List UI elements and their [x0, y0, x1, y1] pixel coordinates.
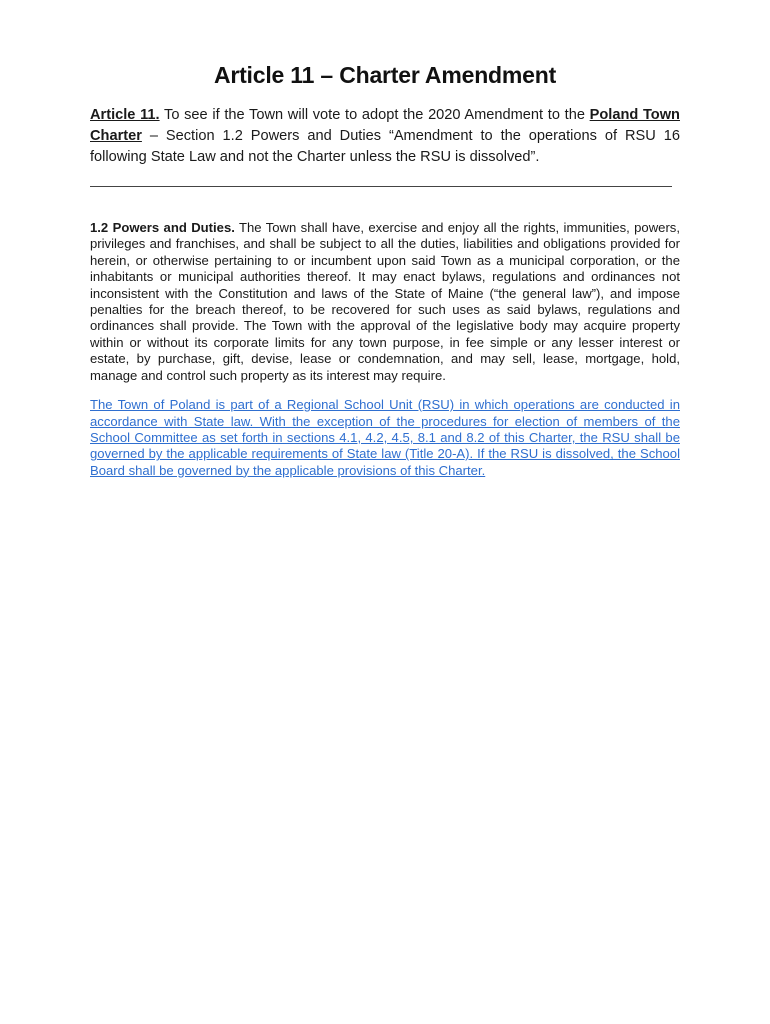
section-powers-and-duties [90, 220, 680, 384]
article-intro [90, 105, 680, 168]
amendment-text[interactable]: The Town of Poland is part of a Regional School Unit (RSU) in which operations are conducted in accordance with State law. With the exception of the procedures for election of members of the School Committee as set forth in sections 4.1, 4.2, 4.5, 8.1 and 8.2 of this Charter, the RSU shall be governed by the applicable requirements of State law (Title 20-A). If the RSU is dissolved, the School Board shall be governed by the applicable provisions of this Charter. [90, 397, 680, 478]
separator-line [90, 178, 680, 192]
section-body: The Town shall have, exercise and enjoy all the rights, immunities, powers, privileges and franchises, and shall be subject to all the duties, liabilities and obligations provided for herein, or otherwise pertaining to or incumbent upon said Town as a municipal corporation, or the inhabitants or municipal authorities thereof. It may enact bylaws, regulations and ordinances not inconsistent with the Constitution and laws of the State of Maine (“the general law”), and impose penalties for the breach thereof, to be recovered for such uses as said bylaws, regulations and ordinances shall provide. The Town with the approval of the legislative body may acquire property within or without its corporate limits for any town purpose, in fee simple or any lesser interest or estate, by purchase, gift, devise, lease or condemnation, and may sell, lease, mortgage, hold, manage and control such property as its interest may require. [90, 220, 680, 383]
article-lead: Article 11. [90, 107, 160, 123]
intro-text-after: – Section 1.2 Powers and Duties “Amendment to the operations of RSU 16 following State Law and not the Charter unless the RSU is dissolved”. [90, 128, 680, 165]
section-heading: 1.2 Powers and Duties. [90, 220, 235, 235]
intro-text-before: To see if the Town will vote to adopt the 2020 Amendment to the [159, 107, 590, 123]
charter-name: Poland Town Charter [90, 107, 680, 144]
document-page [90, 62, 680, 492]
separator-rule [90, 186, 672, 187]
page-title: Article 11 – Charter Amendment [213, 62, 557, 88]
